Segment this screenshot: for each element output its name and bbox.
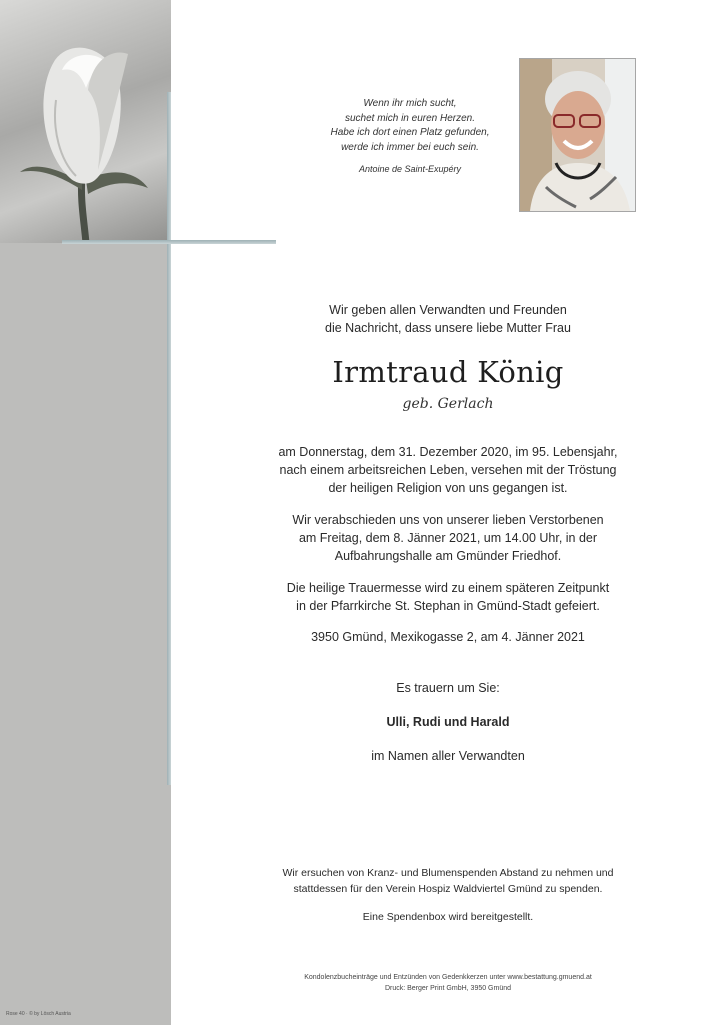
donation-box-note: Eine Spendenbox wird bereitgestellt. xyxy=(362,911,534,923)
intro-line: die Nachricht, dass unsere liebe Mutter Frau xyxy=(325,321,571,335)
farewell-notice xyxy=(171,511,725,565)
relatives-line: im Namen aller Verwandten xyxy=(371,749,525,763)
death-notice xyxy=(171,443,725,497)
quote-author: Antoine de Saint-Exupéry xyxy=(358,164,462,174)
death-notice-line: am Donnerstag, dem 31. Dezember 2020, im 95. Lebensjahr, xyxy=(278,445,618,459)
donation-line: stattdessen für den Verein Hospiz Waldviertel Gmünd zu spenden. xyxy=(293,883,603,895)
donation-line: Wir ersuchen von Kranz- und Blumenspenden Abstand zu nehmen und xyxy=(282,867,614,879)
quote-line: suchet mich in euren Herzen. xyxy=(344,112,476,124)
death-notice-line: der heiligen Religion von uns gegangen ist. xyxy=(328,481,568,495)
mass-line: in der Pfarrkirche St. Stephan in Gmünd-Stadt gefeiert. xyxy=(296,599,600,613)
intro-line: Wir geben allen Verwandten und Freunden xyxy=(329,303,567,317)
mass-notice xyxy=(171,579,725,615)
intro-text xyxy=(171,301,725,337)
deceased-name: Irmtraud König xyxy=(332,355,564,389)
farewell-line: Wir verabschieden uns von unserer lieben Verstorbenen xyxy=(292,513,604,527)
address-date: 3950 Gmünd, Mexikogasse 2, am 4. Jänner 2021 xyxy=(311,630,585,644)
white-rose-icon xyxy=(0,0,171,243)
portrait-icon xyxy=(520,59,635,211)
mass-line: Die heilige Trauermesse wird zu einem späteren Zeitpunkt xyxy=(286,581,610,595)
footer xyxy=(171,972,725,994)
poem-quote xyxy=(290,97,530,177)
mourners-heading: Es trauern um Sie: xyxy=(396,681,500,695)
death-notice-line: nach einem arbeitsreichen Leben, versehen mit der Tröstung xyxy=(279,463,617,477)
portrait-photo xyxy=(519,58,636,212)
quote-line: Wenn ihr mich sucht, xyxy=(363,98,457,109)
footer-condolence-line: Kondolenzbucheinträge und Entzünden von Gedenkkerzen unter www.bestattung.gmuend.at xyxy=(304,974,592,981)
quote-line: werde ich immer bei euch sein. xyxy=(341,141,479,153)
donation-request xyxy=(171,865,725,897)
farewell-line: Aufbahrungshalle am Gmünder Friedhof. xyxy=(334,549,562,563)
cross-horizontal-bar xyxy=(62,240,276,244)
quote-line: Habe ich dort einen Platz gefunden, xyxy=(330,127,490,138)
footer-print-line: Druck: Berger Print GmbH, 3950 Gmünd xyxy=(384,985,512,992)
maiden-name: geb. Gerlach xyxy=(402,396,494,412)
farewell-line: am Freitag, dem 8. Jänner 2021, um 14.00 Uhr, in der xyxy=(298,531,598,545)
image-credit: Rose 40 · © by Lösch Austria xyxy=(6,1011,71,1017)
mourners-names: Ulli, Rudi und Harald xyxy=(386,715,510,729)
rose-image xyxy=(0,0,171,243)
